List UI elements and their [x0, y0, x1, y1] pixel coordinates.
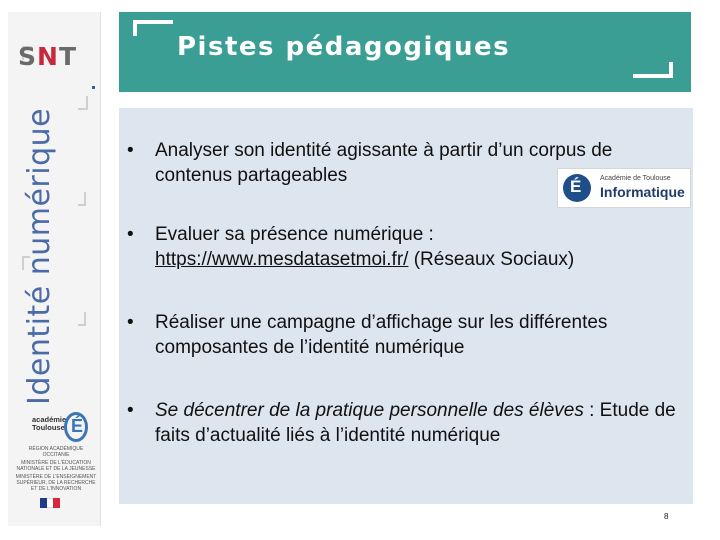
bullet-item	[127, 310, 687, 360]
corner-mark	[133, 20, 137, 36]
mesdatasetmoi-link[interactable]: https://www.mesdatasetmoi.fr/	[155, 249, 409, 270]
ministry-research: MINISTÈRE DE L'ENSEIGNEMENT SUPÉRIEUR, DE LA RECHERCHE ET DE L'INNOVATION	[15, 474, 97, 492]
region-label: RÉGION ACADÉMIQUE	[28, 446, 84, 452]
bullet-text: Analyser son identité agissante à partir d’un corpus de contenus partageables	[155, 140, 613, 186]
corner-mark	[669, 62, 673, 78]
ministry-education: MINISTÈRE DE L'ÉDUCATION NATIONALE ET DE LA JEUNESSE	[16, 460, 96, 472]
page-number: 8	[664, 512, 669, 521]
bracket-decoration	[78, 96, 88, 110]
bullet-text: Evaluer sa présence numérique :	[155, 224, 434, 245]
title-bar	[119, 12, 691, 92]
bullet-dot: •	[127, 140, 134, 161]
corner-mark	[633, 74, 673, 78]
corner-mark	[133, 20, 173, 24]
bullet-text-suffix: (Réseaux Sociaux)	[408, 249, 575, 270]
logo-dot	[92, 86, 95, 89]
vertical-title: Identité numérique	[22, 107, 57, 405]
bullet-dot: •	[127, 312, 134, 333]
academie-toulouse-logo: académie Toulouse É	[30, 410, 90, 444]
bullet-dot: •	[127, 400, 134, 421]
bracket-decoration	[78, 192, 86, 206]
academie-informatique-logo: É Académie de Toulouse Informatique	[557, 168, 691, 208]
bullet-text: Réaliser une campagne d’affichage sur les différentes composantes de l’identité numérique	[155, 312, 608, 358]
bullet-text-suffix: : Etude de faits d’actualité liés à l’identité numérique	[155, 400, 676, 446]
page-title: Pistes pédagogiques	[177, 32, 511, 62]
bullet-text-italic: Se décentrer de la pratique personnelle des élèves	[155, 400, 584, 421]
bracket-decoration	[78, 312, 86, 326]
snt-logo: SNT	[18, 42, 78, 71]
bullet-item	[127, 222, 687, 272]
region-name: OCCITANIE	[42, 452, 70, 458]
academie-e-icon: É	[563, 174, 591, 202]
bullet-dot: •	[127, 224, 134, 245]
french-flag-icon	[40, 498, 60, 508]
bullet-item	[127, 398, 687, 448]
